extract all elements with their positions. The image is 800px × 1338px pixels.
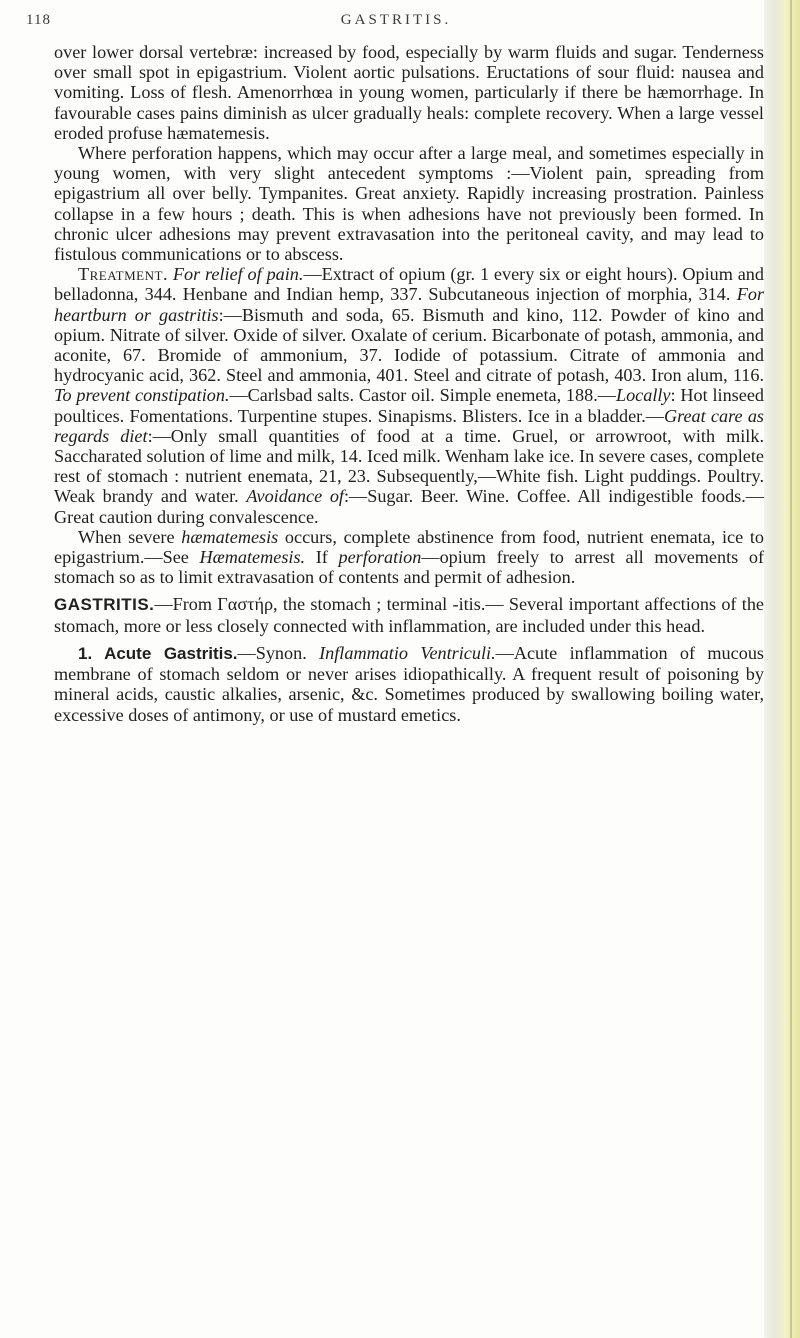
haematemesis-term: hæmatemesis	[181, 526, 279, 547]
gastritis-text: —From Γαστήρ, the stomach ; terminal -itis.— Several important affections of the stomach, more or less closely connected with inflammation, are included under this head.	[54, 594, 764, 636]
synonym-term: Inflammatio Ventriculi.	[319, 642, 496, 663]
treatment-text-f: :—Sugar. Beer. Wine. Coffee. All indigestible foods.—Great caution during convalescence.	[54, 486, 764, 527]
diet-label: Great care as regards diet	[54, 405, 764, 446]
perforation-term: perforation	[338, 547, 422, 568]
treatment-text-d: : Hot linseed poultices. Fomentations. Turpentine stupes. Sinapisms. Blisters. Ice in a bladder.—	[54, 385, 764, 426]
haem-text-a: When severe	[78, 526, 175, 547]
treatment-text-e: :—Only small quantities of food at a time. Gruel, or arrowroot, with milk. Saccharated solution of lime and milk, 14. Iced milk. Wenham lake ice. In severe cases, complete rest of stomach : nutrient enemata, 21, 23. Subsequently,—White fish. Light puddings. Poultry. Weak brandy and water.	[54, 425, 764, 507]
paragraph-perforation	[54, 143, 764, 264]
cross-reference: Hæmatemesis.	[199, 547, 306, 568]
paragraph-acute-gastritis	[54, 643, 764, 725]
paragraph-text: over lower dorsal vertebræ: increased by food, especially by warm fluids and sugar. Tenderness over small spot in epigastrium. Violent aortic pulsations. Eructations of sour fluid: nausea and vomiting. Loss of flesh. Amenorrhœa in young women, particularly if there be hæmorrhage. In favourable cases pains diminish as ulcer gradually heals: complete recovery. When a large vessel eroded profuse hæmatemesis.	[54, 42, 764, 143]
page-edge-binding	[764, 0, 800, 1338]
paragraph-symptoms	[54, 42, 764, 143]
locally-label: Locally	[615, 385, 671, 406]
relief-label: For relief of pain.	[172, 264, 304, 285]
paragraph-treatment	[54, 264, 764, 527]
treatment-text-c: —Carlsbad salts. Castor oil. Simple enemeta, 188.—	[229, 385, 616, 406]
haem-text-d: —opium freely to arrest all movements of stomach so as to limit extravasation of contents and permit of adhesion.	[54, 547, 764, 588]
treatment-label: Treatment.	[78, 264, 168, 285]
paragraph-gastritis	[54, 594, 764, 635]
paragraph-haematemesis	[54, 527, 764, 588]
acute-text-a: —Synon.	[237, 642, 307, 663]
treatment-text-a: —Extract of opium (gr. 1 every six or eight hours). Opium and belladonna, 344. Henbane and Indian hemp, 337. Subcutaneous injection of morphia, 314.	[54, 264, 764, 305]
haem-text-b: occurs, complete abstinence from food, nutrient enemata, ice to epigastrium.—See	[54, 526, 765, 568]
edge-stripe	[790, 0, 792, 1338]
treatment-text-b: :—Bismuth and soda, 65. Bismuth and kino, 112. Powder of kino and opium. Nitrate of silver. Oxide of silver. Oxalate of cerium. Bicarbonate of potash, ammonia, and aconite, 67. Bromide of ammonium, 37. Iodide of potassium. Citrate of ammonia and hydrocyanic acid, 362. Steel and ammonia, 401. Steel and citrate of potash, 403. Iron alum, 116.	[54, 304, 764, 386]
haem-text-c: If	[315, 547, 328, 568]
running-head: GASTRITIS.	[340, 12, 452, 28]
avoidance-label: Avoidance of	[246, 486, 344, 507]
body-text	[54, 42, 764, 725]
subheading-acute-gastritis: 1. Acute Gastritis.	[78, 643, 238, 663]
page-number: 118	[26, 12, 51, 28]
acute-text-b: —Acute inflammation of mucous membrane of stomach seldom or never arises idiopathically. A frequent result of poisoning by mineral acids, caustic alkalies, arsenic, &c. Sometimes produced by swallowing boiling water, excessive doses of antimony, or use of mustard emetics.	[54, 642, 764, 725]
paragraph-text: Where perforation happens, which may occur after a large meal, and sometimes especially in young women, with very slight antecedent symptoms :—Violent pain, spreading from epigastrium all over belly. Tympanites. Great anxiety. Rapidly increasing prostration. Painless collapse in a few hours ; death. This is when adhesions have not previously been formed. In chronic ulcer adhesions may prevent extravasation into the peritoneal cavity, and may lead to fistulous communications or to abscess.	[54, 143, 764, 265]
section-heading-gastritis: GASTRITIS.	[54, 595, 155, 615]
heartburn-label: For heartburn or gastritis	[54, 284, 765, 325]
constipation-label: To prevent constipation.	[54, 385, 230, 406]
page-header	[26, 12, 766, 34]
